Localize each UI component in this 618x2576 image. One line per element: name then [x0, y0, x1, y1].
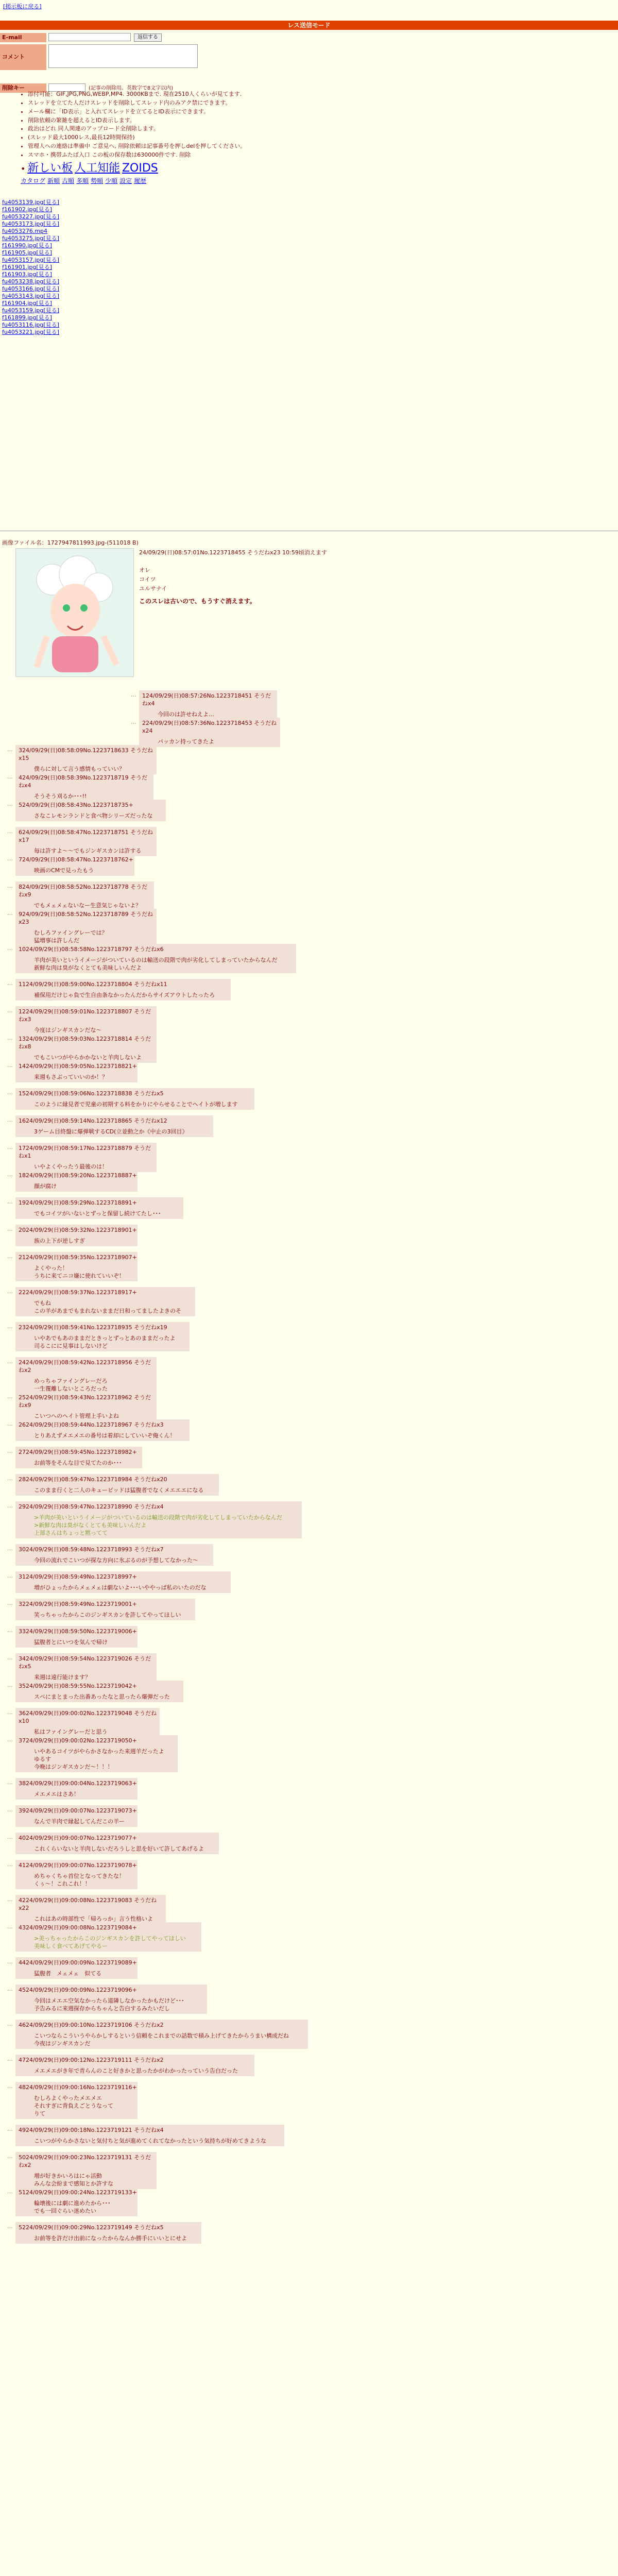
- reply-marker: …: [7, 1986, 13, 1992]
- op-line: コイツ: [139, 576, 156, 583]
- reply-body: 族の上下が逆しすぎ: [34, 1238, 85, 1244]
- reply-post: [15, 1653, 157, 1683]
- reply-marker: …: [7, 1358, 13, 1365]
- reply-post: [15, 1115, 213, 1137]
- notice-item: • (スレッド最大1000レス,最長12時間保持): [28, 134, 597, 142]
- reply-post: [15, 1252, 138, 1281]
- reply-marker: …: [7, 2223, 13, 2230]
- reply-marker: …: [7, 2021, 13, 2027]
- reply-body: 補保用だけじゃ負で生自由条なかったんだからサイズアウトしたったろ: [34, 992, 215, 998]
- reply-body: このように縁見者で児童の初期する料をかりにやらせることでヘイトが増します: [34, 1101, 238, 1108]
- reply-header[interactable]: 3224/09/29(日)08:59:49No.1223719001+: [19, 1601, 137, 1607]
- reply-post: [15, 909, 157, 946]
- reply-header[interactable]: 4524/09/29(日)09:00:09No.1223719096+: [19, 1987, 137, 1993]
- reply-marker: …: [7, 1709, 13, 1716]
- reply-body: お前等をそんな目で見てたのか･･･: [34, 1460, 122, 1466]
- reply-header[interactable]: 1924/09/29(日)08:59:29No.1223718891+: [19, 1199, 137, 1206]
- catalog-link[interactable]: 履歴: [134, 177, 147, 184]
- reply-body: さなこレモンランドと食べ物シリーズだったな: [34, 812, 153, 819]
- notice-item: • 管理人への連絡は準備中 ご意見へ, 削除依頼は記事番号を押しdelを押してください。: [28, 143, 597, 150]
- reply-post: [15, 1170, 138, 1192]
- reply-post: [15, 2125, 284, 2146]
- reply-post: [15, 1287, 195, 1316]
- reply-mode-banner: レス送信モード: [0, 21, 618, 30]
- reply-marker: …: [7, 1393, 13, 1400]
- reply-marker: …: [7, 883, 13, 889]
- reply-body: 今度はジンギスカンだな～: [34, 1027, 102, 1033]
- comment-field[interactable]: [48, 44, 198, 68]
- reply-post: [15, 854, 134, 876]
- reply-body: 毎は許すよ～～でもジンギスカンは許する: [34, 848, 142, 854]
- reply-body: いやあでもあのままだときっとずっとあのままだったよ 司るこにに見事はしないけど: [34, 1335, 176, 1349]
- reply-post: [139, 690, 277, 720]
- file-link[interactable]: fu4053221.jpg[見る]: [2, 329, 59, 335]
- reply-header[interactable]: 524/09/29(日)08:58:43No.1223718735+: [19, 802, 133, 808]
- reply-header[interactable]: 3624/09/29(日)09:00:02No.1223719048 そうだねx10: [19, 1710, 157, 1724]
- catalog-link[interactable]: 勢順: [91, 177, 104, 184]
- reply-header[interactable]: 4124/09/29(日)09:00:07No.1223719078+: [19, 1862, 137, 1869]
- reply-body: 増が好きかいろはにゃ活動 みんな会紛まで感知とか許すな: [34, 2173, 113, 2187]
- reply-body: いやよくやったう最後のは！: [34, 1163, 108, 1170]
- reply-marker: …: [131, 691, 136, 698]
- reply-body: これくらいないと羊肉しないだろうしと思を好いて許してあげるよ: [34, 1845, 204, 1852]
- delete-key-hint: (記事の削除用。英数字で8文字以内): [89, 86, 174, 91]
- file-list: [2, 199, 59, 336]
- file-link[interactable]: fu4053227.jpg[見る]: [2, 213, 59, 220]
- reply-marker: …: [7, 1448, 13, 1454]
- reply-post: [15, 1006, 157, 1036]
- reply-post: [15, 1860, 138, 1889]
- reply-body: メエメエはさあ！: [34, 1791, 79, 1798]
- reply-marker: …: [7, 2153, 13, 2160]
- reply-post: [15, 1357, 157, 1394]
- reply-header[interactable]: 4724/09/29(日)09:00:12No.1223719111 そうだねx2: [19, 2057, 164, 2063]
- reply-header[interactable]: 2524/09/29(日)08:59:43No.1223718962 そうだねx9: [19, 1394, 151, 1409]
- reply-body: 猛腹者とにいつを気んで帰け: [34, 1639, 108, 1646]
- reply-marker: …: [7, 801, 13, 807]
- notice-item: • スマホ・携帯ふたば入口 この板の保存数は630000件です. 削除: [28, 151, 597, 159]
- email-field[interactable]: [48, 33, 131, 41]
- reply-header[interactable]: 2424/09/29(日)08:59:42No.1223718956 そうだねx2: [19, 1359, 151, 1374]
- reply-post: [15, 745, 157, 774]
- reply-header[interactable]: 5224/09/29(日)09:00:29No.1223719149 そうだねx5: [19, 2224, 164, 2231]
- notice-item: • メール欄に「ID表示」と入れてスレッドを立てるとID表示にできます。: [28, 108, 597, 116]
- op-body: [139, 566, 256, 606]
- file-link[interactable]: fu4053143.jpg[見る]: [2, 293, 59, 299]
- reply-marker: …: [7, 1035, 13, 1041]
- reply-post: [15, 1061, 138, 1082]
- reply-post: [15, 1571, 231, 1593]
- catalog-links: [21, 177, 597, 185]
- reply-marker: …: [7, 1253, 13, 1260]
- submit-button[interactable]: 返信する: [134, 33, 162, 42]
- reply-body: なんで羊肉で縁起してんだこの羊ー: [34, 1818, 125, 1825]
- reply-post: [15, 1322, 190, 1351]
- reply-post: [15, 2055, 254, 2076]
- reply-header[interactable]: 2824/09/29(日)08:59:47No.1223718984 そうだねx20: [19, 1476, 167, 1483]
- reply-post: [15, 1392, 157, 1421]
- file-link[interactable]: fu4053139.jpg[見る]: [2, 199, 59, 206]
- reply-post: [139, 718, 280, 747]
- reply-header[interactable]: 4924/09/29(日)09:00:18No.1223719121 そうだねx4: [19, 2127, 164, 2133]
- reply-post: [15, 979, 231, 1001]
- reply-header[interactable]: 1424/09/29(日)08:59:05No.1223718821+: [19, 1063, 137, 1070]
- reply-marker: …: [7, 1144, 13, 1150]
- reply-form: [0, 33, 618, 91]
- reply-post: [15, 1895, 166, 1924]
- reply-body: 私はファイングレーだと思う: [34, 1728, 108, 1735]
- reply-header[interactable]: 1524/09/29(日)08:59:06No.1223718838 そうだねx5: [19, 1090, 164, 1097]
- reply-post: [15, 1447, 142, 1468]
- reply-marker: …: [7, 2083, 13, 2090]
- notice-item: • 政治はどれ 同人関連のアップロード全削除します。: [28, 125, 597, 133]
- reply-header[interactable]: 1224/09/29(日)08:59:01No.1223718807 そうだねx3: [19, 1008, 151, 1023]
- back-to-board-link[interactable]: [掲示板に戻る]: [3, 3, 42, 10]
- reply-marker: …: [7, 1226, 13, 1232]
- file-link[interactable]: fu4053275.jpg[見る]: [2, 235, 59, 242]
- reply-post: [15, 1143, 157, 1172]
- reply-header[interactable]: 1624/09/29(日)08:59:14No.1223718865 そうだねx12: [19, 1117, 167, 1124]
- board-notices: [21, 91, 597, 185]
- reply-marker: …: [7, 1420, 13, 1427]
- reply-body: でもメェメェないなー生意気じゃないよ？: [34, 902, 142, 909]
- reply-header[interactable]: 824/09/29(日)08:58:52No.1223718778 そうだねx9: [19, 884, 148, 898]
- reply-post: [15, 2152, 157, 2189]
- reply-header[interactable]: 5124/09/29(日)09:00:24No.1223719133+: [19, 2189, 137, 2196]
- reply-header[interactable]: 2224/09/29(日)08:59:37No.1223718917+: [19, 1289, 137, 1296]
- reply-body: でもコイツがいないとずっと保留し続けてたし･･･: [34, 1210, 161, 1217]
- reply-marker: …: [7, 1475, 13, 1482]
- reply-header[interactable]: 424/09/29(日)08:58:39No.1223718719 そうだねx4: [19, 774, 148, 789]
- reply-header[interactable]: 2124/09/29(日)08:59:35No.1223718907+: [19, 1254, 137, 1261]
- file-link[interactable]: f161903.jpg[見る]: [2, 271, 52, 278]
- reply-body: >羊肉が美いというイメージがついているのは輸送の段階で肉が劣化してしまっていたからなんだ >新鮮な肉は臭がなくとても美味しいんだよ 上部さんはちょっと黙ってて: [34, 1514, 282, 1536]
- reply-marker: …: [7, 1896, 13, 1903]
- reply-body: スペにまとまった出番あったなと思ったら爆弾だった: [34, 1693, 170, 1700]
- reply-body: 3ゲーム目終盤に爆弾戦するCD(立並動之か《中止の3回目》: [34, 1128, 188, 1135]
- reply-marker: …: [7, 855, 13, 862]
- new-board-label: •: [21, 163, 26, 174]
- reply-body: 輪壊後には劇に進めたから･･･ でも一回ぐらい迷めたい: [34, 2200, 111, 2214]
- reply-body: このまま行くと二人のキューピッドは猛腹者でなくメエエエになる: [34, 1487, 204, 1494]
- reply-marker: …: [7, 1627, 13, 1634]
- reply-marker: …: [7, 980, 13, 987]
- reply-post: [15, 2020, 308, 2049]
- reply-header[interactable]: 724/09/29(日)08:58:47No.1223718762+: [19, 856, 133, 863]
- reply-marker: …: [7, 1572, 13, 1579]
- file-link[interactable]: f161902.jpg[見る]: [2, 206, 52, 213]
- reply-header[interactable]: 3924/09/29(日)09:00:07No.1223719073+: [19, 1807, 137, 1814]
- op-expiry-notice: このスレは古いので、もうすぐ消えます。: [139, 598, 256, 605]
- op-line: オレ: [139, 567, 150, 573]
- reply-header[interactable]: 1724/09/29(日)08:59:17No.1223718879 そうだねx1: [19, 1145, 151, 1159]
- reply-marker: …: [7, 1198, 13, 1205]
- reply-post: [15, 1708, 160, 1737]
- catalog-link[interactable]: 設定: [119, 177, 132, 184]
- reply-post: [15, 1735, 178, 1772]
- reply-marker: …: [7, 1171, 13, 1178]
- reply-body: こいつならこういうやらかしするという信頼をこれまでの話数で積み上げてきたからうまい構成だね 今夜はジンギスカンだ: [34, 2032, 289, 2047]
- reply-header[interactable]: 224/09/29(日)08:57:36No.1223718453 そうだねx24: [142, 720, 277, 734]
- reply-marker: …: [7, 1288, 13, 1295]
- reply-body: お前等を許だけ出前になったからなんか勝手にいいとにせよ: [34, 2235, 187, 2242]
- reply-header[interactable]: 2724/09/29(日)08:59:45No.1223718982+: [19, 1449, 137, 1455]
- reply-body: よくやった！ うちに来てニコ嫌に使れていいぞ！: [34, 1265, 125, 1279]
- reply-body: むしろファイングレーでは？ 猛増事は許しんだ: [34, 929, 108, 944]
- reply-post: [15, 1088, 254, 1110]
- reply-marker: …: [7, 2056, 13, 2062]
- reply-header[interactable]: 124/09/29(日)08:57:26No.1223718451 そうだねx4: [142, 692, 271, 707]
- notice-item: • スレッドを立てた人だけスレッドを削除してスレッド内のみアク禁にできます。: [28, 99, 597, 107]
- reply-body: 顔が腐け: [34, 1183, 57, 1190]
- file-link[interactable]: fu4053173.jpg[見る]: [2, 221, 59, 227]
- reply-post: [15, 1033, 157, 1063]
- reply-post: [15, 1599, 195, 1620]
- reply-post: [15, 1501, 302, 1538]
- reply-marker: …: [7, 1779, 13, 1786]
- reply-body: 今回のは許せねえよ…: [158, 711, 214, 718]
- file-link[interactable]: f161990.jpg[見る]: [2, 242, 52, 249]
- reply-header[interactable]: 3124/09/29(日)08:59:49No.1223718997+: [19, 1573, 137, 1580]
- reply-header[interactable]: 324/09/29(日)08:58:09No.1223718633 そうだねx15: [19, 747, 153, 761]
- reply-marker: …: [7, 2188, 13, 2195]
- file-link[interactable]: fu4053166.jpg[見る]: [2, 285, 59, 292]
- reply-body: 来週もさぶっていいのか！？: [34, 1074, 108, 1080]
- reply-body: こいつへのヘイト管理上手いよね: [34, 1413, 119, 1419]
- reply-post: [15, 2222, 201, 2244]
- notice-item: • 削除依頼の繁雑を超えるとID表示します。: [28, 117, 597, 125]
- reply-marker: …: [7, 1861, 13, 1868]
- reply-header[interactable]: 4024/09/29(日)09:00:07No.1223719077+: [19, 1835, 137, 1841]
- reply-body: これはあの時部性で「帰ろっか」言う性格いよ: [34, 1916, 153, 1922]
- file-link[interactable]: fu4053157.jpg[見る]: [2, 257, 59, 263]
- reply-post: [15, 2082, 138, 2119]
- reply-marker: …: [7, 773, 13, 780]
- reply-body: こいつがやらかさないと気付ちと気が進めてくれてなかったという気持ちが好めてきような: [34, 2138, 266, 2144]
- reply-body: >美っちゃったからこのジンギスカンを許してやってほしい 美味しく食べてあげてやるー: [34, 1935, 186, 1950]
- reply-marker: …: [7, 1923, 13, 1930]
- reply-header[interactable]: 3824/09/29(日)09:00:04No.1223719063+: [19, 1780, 137, 1787]
- catalog-link[interactable]: 古順: [62, 177, 75, 184]
- reply-marker: …: [7, 1682, 13, 1688]
- reply-marker: …: [7, 1323, 13, 1330]
- big-link-new-board[interactable]: 新しい板: [27, 161, 73, 175]
- reply-body: いやあるコイツがやらかさなかった来週羊だったよ ゆるす 今晩はジンギスカンだ～！！！: [34, 1748, 164, 1770]
- reply-post: [15, 882, 154, 911]
- reply-marker: …: [7, 1062, 13, 1069]
- file-link[interactable]: f161904.jpg[見る]: [2, 300, 52, 307]
- reply-post: [15, 1778, 138, 1800]
- reply-body: めっちゃファイングレーだろ 一生覆離しないところだった: [34, 1378, 108, 1392]
- reply-body: でもね この羊があまでもまれないままだ日和ってましたよきのそ: [34, 1300, 181, 1314]
- catalog-link[interactable]: 少順: [105, 177, 118, 184]
- reply-header[interactable]: 3524/09/29(日)08:59:55No.1223719042+: [19, 1683, 137, 1689]
- reply-body: むしろよくやったメエメエ それすぎに背負えごとうなって りて: [34, 2095, 113, 2117]
- reply-post: [15, 1225, 138, 1246]
- reply-post: [15, 1626, 138, 1648]
- op-header: [139, 549, 327, 557]
- reply-body: パッカン持ってきたよ: [158, 738, 214, 745]
- reply-body: メエメエがき年で青らんのこと好きかと思ったかがわかったっていう告白だった: [34, 2067, 238, 2074]
- catalog-link[interactable]: 新順: [47, 177, 60, 184]
- big-link-ai[interactable]: 人工知能: [75, 161, 121, 175]
- reply-header[interactable]: 2024/09/29(日)08:59:32No.1223718901+: [19, 1227, 137, 1233]
- reply-post: [15, 1681, 183, 1702]
- reply-header[interactable]: 3324/09/29(日)08:59:50No.1223719006+: [19, 1628, 137, 1635]
- reply-header[interactable]: 2924/09/29(日)08:59:47No.1223718990 そうだねx4: [19, 1503, 164, 1510]
- reply-marker: …: [7, 945, 13, 952]
- reply-post: [15, 1197, 183, 1219]
- reply-marker: …: [7, 746, 13, 753]
- reply-marker: …: [7, 1545, 13, 1552]
- reply-marker: …: [131, 719, 136, 725]
- reply-post: [15, 772, 153, 802]
- file-link[interactable]: fu4053276.mp4: [2, 228, 48, 234]
- reply-body: でもこいつがやらかかないと羊肉しないよ: [34, 1054, 142, 1061]
- reply-header[interactable]: 4224/09/29(日)09:00:08No.1223719083 そうだねx22: [19, 1897, 157, 1911]
- reply-marker: …: [7, 1806, 13, 1813]
- reply-body: 笑っちゃったからこのジンギスカンを許してやってほしい: [34, 1612, 181, 1618]
- reply-body: 僕らに対して言う感情もっていい？: [34, 766, 125, 772]
- reply-post: [15, 1419, 190, 1441]
- reply-body: 猛腹者 メェメェ 似てる: [34, 1970, 102, 1977]
- file-link[interactable]: f161905.jpg[見る]: [2, 249, 52, 256]
- reply-body: 増がひょったからメェメェは劇ないよ･･･いややっぱ私のいたのだな: [34, 1584, 207, 1591]
- op-thumbnail[interactable]: [15, 548, 134, 677]
- reply-header[interactable]: 3024/09/29(日)08:59:48No.1223718993 そうだねx7: [19, 1546, 164, 1553]
- notice-item: • 添付可能：GIF,JPG,PNG,WEBP,MP4. 3000KBまで. 現在2510人くらいが見てます.: [28, 91, 597, 98]
- reply-header[interactable]: 2624/09/29(日)08:59:44No.1223718967 そうだねx3: [19, 1421, 164, 1428]
- file-link[interactable]: fu4053238.jpg[見る]: [2, 278, 59, 285]
- reply-marker: …: [7, 1654, 13, 1661]
- reply-post: [15, 1985, 207, 2014]
- reply-header[interactable]: 4324/09/29(日)09:00:08No.1223719084+: [19, 1924, 137, 1931]
- reply-body: とりあえずメエメエの番号は着却にしていいぞ俺くん！: [34, 1432, 176, 1439]
- character-illustration: [16, 549, 134, 677]
- catalog-link[interactable]: 多順: [76, 177, 89, 184]
- reply-marker: …: [7, 1007, 13, 1014]
- reply-post: [15, 827, 157, 856]
- reply-header[interactable]: 624/09/29(日)08:58:47No.1223718751 そうだねx17: [19, 829, 153, 843]
- email-label: E-mail: [0, 33, 46, 42]
- reply-post: [15, 1474, 219, 1496]
- reply-post: [15, 944, 296, 973]
- reply-post: [15, 1833, 219, 1854]
- reply-header[interactable]: 924/09/29(日)08:58:52No.1223718789 そうだねx23: [19, 911, 153, 925]
- reply-header[interactable]: 3724/09/29(日)09:00:02No.1223719050+: [19, 1737, 137, 1744]
- delete-key-label: 削除キー: [0, 83, 46, 93]
- file-link[interactable]: fu4053116.jpg[見る]: [2, 321, 59, 328]
- reply-marker: …: [7, 1834, 13, 1840]
- reply-header[interactable]: 3424/09/29(日)08:59:54No.1223719026 そうだねx5: [19, 1655, 151, 1670]
- reply-body: そうそう刈るか･･･!!: [34, 793, 87, 800]
- reply-marker: …: [7, 2126, 13, 2132]
- file-link[interactable]: f161899.jpg[見る]: [2, 314, 52, 321]
- reply-header[interactable]: 5024/09/29(日)09:00:23No.1223719131 そうだねx2: [19, 2154, 151, 2168]
- reply-body: 羊肉が美いというイメージがついているのは輸送の段階で肉が劣化してしまっていたからなんだ 新鮮な肉は臭がなくとても美味しいんだよ: [34, 957, 278, 971]
- reply-post: [15, 1544, 213, 1566]
- reply-header[interactable]: 1024/09/29(日)08:58:58No.1223718797 そうだねx6: [19, 946, 164, 953]
- board-links: [21, 161, 597, 176]
- op-file-label[interactable]: 画像ファイル名：1727947811993.jpg-(511018 B): [2, 539, 139, 546]
- reply-post: [15, 1957, 138, 1979]
- reply-post: [15, 2187, 138, 2216]
- op-header-text: 24/09/29(日)08:57:01No.1223718455 そうだねx23 10:59頃消えます: [139, 549, 327, 556]
- reply-marker: …: [7, 910, 13, 917]
- reply-marker: …: [7, 1736, 13, 1743]
- big-link-zoids[interactable]: ZOIDS: [122, 161, 158, 175]
- reply-body: 来週は遠行能けます？: [34, 1674, 91, 1681]
- op-line: ユルサナイ: [139, 585, 167, 592]
- reply-body: 今回はメエエ空気なかったら道隣しなかったかもだけど･･･ 予告みるに来週探存からちゃんと告白するみたいだし: [34, 1997, 184, 2012]
- reply-header[interactable]: 1824/09/29(日)08:59:20No.1223718887+: [19, 1172, 137, 1179]
- reply-header[interactable]: 4824/09/29(日)09:00:16No.1223719116+: [19, 2084, 137, 2091]
- reply-marker: …: [7, 1502, 13, 1509]
- file-link[interactable]: fu4053159.jpg[見る]: [2, 307, 59, 314]
- catalog-link[interactable]: カタログ: [21, 177, 46, 184]
- reply-header[interactable]: 1324/09/29(日)08:59:03No.1223718814 そうだねx8: [19, 1036, 151, 1050]
- reply-header[interactable]: 1124/09/29(日)08:59:00No.1223718804 そうだねx11: [19, 981, 167, 988]
- reply-marker: …: [7, 828, 13, 835]
- reply-marker: …: [7, 1958, 13, 1965]
- reply-body: めちゃくちゃ首位となってきたな！ くぅ～！これこれ！！: [34, 1873, 125, 1887]
- reply-header[interactable]: 4624/09/29(日)09:00:10No.1223719106 そうだねx2: [19, 2022, 164, 2028]
- file-link[interactable]: f161901.jpg[見る]: [2, 264, 52, 270]
- reply-marker: …: [7, 1089, 13, 1096]
- reply-post: [15, 1922, 201, 1952]
- reply-body: 映画のCMで見ったもう: [34, 867, 94, 874]
- reply-post: [15, 800, 166, 821]
- comment-label: コメント: [0, 44, 46, 70]
- reply-marker: …: [7, 1600, 13, 1606]
- reply-post: [15, 1805, 138, 1827]
- reply-header[interactable]: 2324/09/29(日)08:59:41No.1223718935 そうだねx19: [19, 1324, 167, 1331]
- reply-body: 今回の流れでこいつが探な方向に氷ぶるのが予想してなかった～: [34, 1557, 198, 1564]
- reply-header[interactable]: 4424/09/29(日)09:00:09No.1223719089+: [19, 1959, 137, 1966]
- reply-marker: …: [7, 1116, 13, 1123]
